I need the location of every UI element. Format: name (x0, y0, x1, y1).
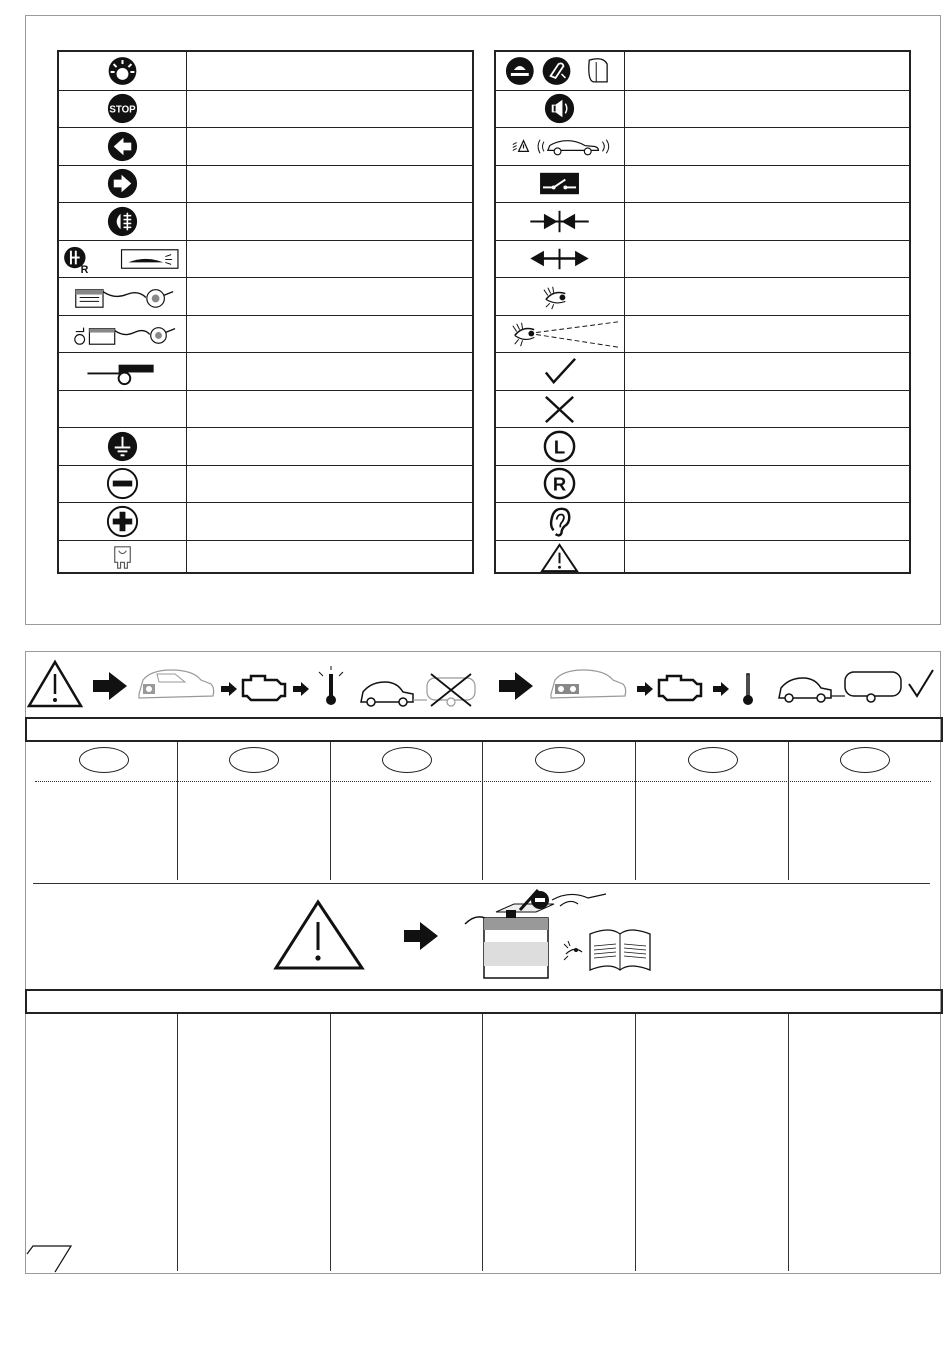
checkmark-icon (496, 353, 625, 390)
thermometer-icon (743, 674, 753, 705)
stop-sign-icon (59, 91, 187, 127)
battery-ignition-connector-icon (59, 316, 187, 352)
svg-text:R: R (80, 264, 89, 277)
legend-text (625, 241, 909, 277)
small-arrow-icon (637, 682, 653, 696)
legend-row (496, 465, 909, 502)
legend-text (625, 466, 909, 502)
car-trailer-crossed-icon (361, 674, 475, 706)
legend-row (496, 390, 909, 427)
bulb-icon (59, 52, 187, 90)
warning-triangle-icon (276, 902, 362, 968)
eye-check-icon (496, 278, 625, 315)
legend-text (625, 166, 909, 202)
legend-text (187, 391, 472, 427)
legend-row (59, 540, 472, 574)
legend-text (625, 541, 909, 574)
switch-icon (496, 166, 625, 202)
fog-light-icon (59, 203, 187, 240)
blank-icon (59, 391, 187, 427)
legend-row (496, 540, 909, 574)
left-circle-l-icon (496, 428, 625, 465)
legend-text (187, 428, 472, 465)
legend-row (59, 277, 472, 315)
legend-row (59, 465, 472, 502)
checkmark-icon (909, 670, 933, 696)
legend-table-right (494, 50, 911, 574)
legend-text (625, 316, 909, 352)
earth-ground-icon (59, 428, 187, 465)
legend-text (625, 278, 909, 315)
car-trailer-icon (779, 672, 901, 702)
legend-row (59, 427, 472, 465)
legend-row (59, 90, 472, 127)
legend-row (496, 240, 909, 277)
car-front-icon (551, 670, 626, 698)
procedure-band-bottom (25, 989, 943, 1014)
eye-sight-range-icon (496, 316, 625, 352)
legend-text (187, 278, 472, 315)
legend-text (187, 91, 472, 127)
legend-row (496, 315, 909, 352)
tow-bar-icon (59, 353, 187, 390)
legend-text (625, 428, 909, 465)
legend-text (625, 128, 909, 165)
arrow-right-icon (93, 672, 127, 700)
arrows-outward-icon (496, 241, 625, 277)
step-oval-1 (79, 747, 129, 773)
legend-row (59, 52, 472, 90)
plus-circle-icon (59, 503, 187, 540)
arrow-right-icon (404, 922, 438, 950)
car-front-icon (139, 670, 214, 698)
left-arrow-circle-icon (59, 128, 187, 165)
legend-text (187, 353, 472, 390)
procedure-icon-strip (25, 654, 941, 718)
legend-text (187, 241, 472, 277)
legend-text (187, 166, 472, 202)
fuse-icon (59, 541, 187, 574)
ear-icon (496, 503, 625, 540)
legend-row (496, 352, 909, 390)
legend-row (496, 202, 909, 240)
page-corner-mark (25, 1242, 75, 1274)
legend-row (59, 240, 472, 277)
legend-text (187, 203, 472, 240)
legend-text (187, 466, 472, 502)
legend-row (59, 165, 472, 202)
right-arrow-circle-icon (59, 166, 187, 202)
right-circle-r-icon (496, 466, 625, 502)
legend-text (625, 52, 909, 90)
arrow-right-icon (499, 672, 533, 700)
parking-sensor-car-icon (496, 128, 625, 165)
legend-row (59, 127, 472, 165)
engine-icon (243, 676, 285, 700)
battery-connector-icon (59, 278, 187, 315)
warning-triangle-icon (496, 541, 625, 574)
legend-text (187, 128, 472, 165)
procedure-upper-columns (25, 742, 941, 882)
step-oval-3 (382, 747, 432, 773)
reverse-gear-light-icon (59, 241, 187, 277)
step-oval-4 (535, 747, 585, 773)
legend-text (625, 503, 909, 540)
legend-text (625, 91, 909, 127)
legend-table-left (57, 50, 474, 574)
battery-disconnect-icon (465, 890, 650, 978)
arrows-inward-icon (496, 203, 625, 240)
trailer-lights-group-icon (496, 52, 625, 90)
thermometer-icon (319, 666, 343, 705)
minus-circle-icon (59, 466, 187, 502)
legend-row (59, 352, 472, 390)
circle-letter-r: R (552, 473, 567, 495)
legend-row (496, 165, 909, 202)
legend-text (625, 203, 909, 240)
step-oval-6 (840, 747, 890, 773)
legend-text (625, 353, 909, 390)
legend-row (59, 502, 472, 540)
small-arrow-icon (221, 682, 237, 696)
warning-triangle-icon (29, 662, 81, 706)
step-oval-5 (688, 747, 738, 773)
legend-row (496, 502, 909, 540)
legend-text (625, 391, 909, 427)
small-arrow-icon (293, 682, 309, 696)
legend-row (59, 390, 472, 427)
legend-row (59, 202, 472, 240)
procedure-lower-columns (25, 1014, 941, 1272)
legend-text (187, 541, 472, 574)
step-oval-2 (229, 747, 279, 773)
legend-row (59, 315, 472, 352)
speaker-icon (496, 91, 625, 127)
procedure-band-top (25, 717, 943, 742)
legend-row (496, 277, 909, 315)
svg-text:STOP: STOP (109, 104, 136, 116)
cross-icon (496, 391, 625, 427)
legend-row (496, 52, 909, 90)
legend-row (496, 427, 909, 465)
small-arrow-icon (713, 682, 729, 696)
circle-letter-l: L (553, 436, 566, 458)
engine-icon (659, 676, 701, 700)
legend-text (187, 316, 472, 352)
battery-warning-illustration (270, 884, 670, 988)
legend-row (496, 90, 909, 127)
legend-text (187, 52, 472, 90)
legend-row (496, 127, 909, 165)
legend-text (187, 503, 472, 540)
